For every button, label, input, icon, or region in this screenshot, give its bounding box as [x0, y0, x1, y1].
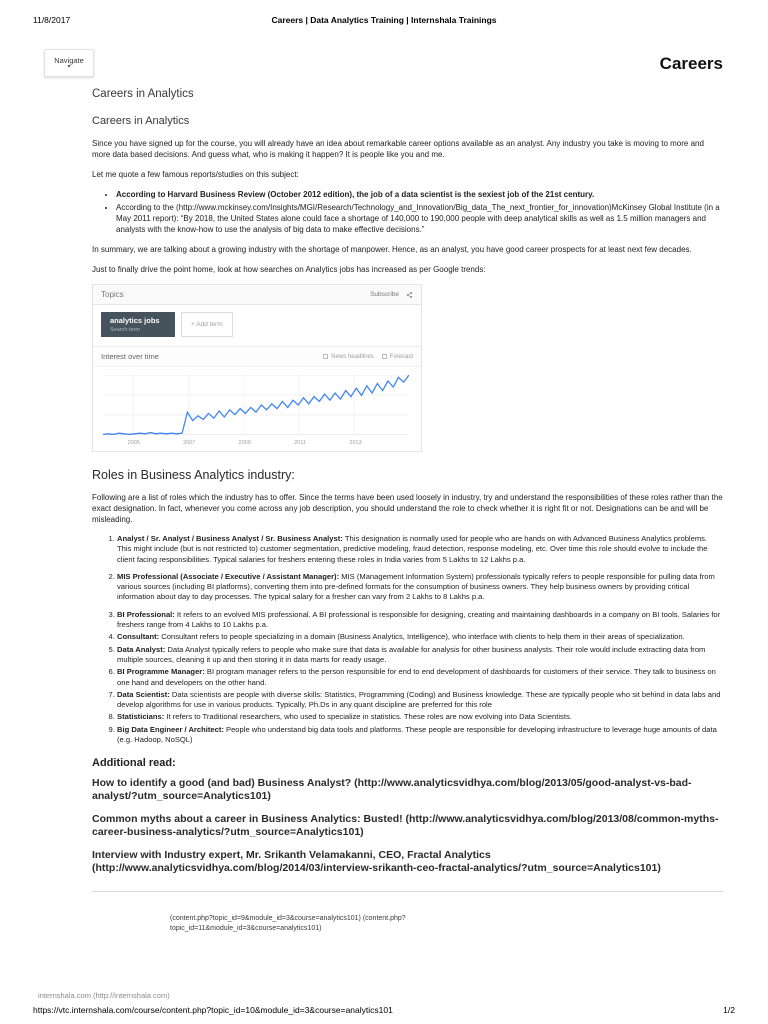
- heading-careers-in-analytics: Careers in Analytics: [92, 88, 194, 100]
- article-link[interactable]: Interview with Industry expert, Mr. Srikanth Velamakanni, CEO, Fractal Analytics (http://www.analyticsvidhya.com/blog/2014/03/interview-srikanth-ceo-fractal-analytics/?utm_source=Analytics101): [92, 849, 661, 875]
- trends-term-card: [101, 312, 175, 337]
- report-item: • According to Harvard Business Review (October 2012 edition), the job of a data scientist is the sexiest job of the 21st century.: [116, 189, 723, 200]
- trends-add-term-button: [181, 312, 233, 337]
- heading-roles: Roles in Business Analytics industry:: [92, 468, 295, 482]
- role-item: 5. Data Analyst: Data Analyst typically refers to people who make sure that data is available for analysis for other business analysts. Their role would include extracting data from multiple sources, cleaning it up and then storing it in data marts for ready usage.: [117, 645, 723, 666]
- trends-header-actions: [370, 291, 413, 299]
- news-headlines-checkbox: [323, 354, 373, 360]
- intro-paragraph: Since you have signed up for the course, you will already have an idea about remarkable career options available as an analyst. Any industry you take is moving to more and more data based decisions. And guess what, who is making it happen? It is people like you and me.: [92, 139, 704, 159]
- interest-over-time-bar: [93, 347, 421, 367]
- role-item: 2. MIS Professional (Associate / Executive / Assistant Manager): MIS (Management Information System) professionals typically refers to people responsible for pulling data from various sources (including BI platforms), converting them into pre-defined formats for the consumption of business owners. They help business owners by providing critical information about day to day processes. The typical salary for a fresher can vary from 2 Lakhs to 8 Lakhs p.a.: [117, 572, 723, 603]
- chevron-down-icon: ▾: [67, 64, 71, 70]
- trends-line-chart: [103, 375, 409, 435]
- trends-header-bar: [93, 285, 421, 305]
- role-item: 8. Statisticians: It refers to Traditional researchers, who used to specialize in statistics. These roles are now evolving into Data Scientists.: [117, 712, 723, 722]
- article-link[interactable]: Common myths about a career in Business Analytics: Busted! (http://www.analyticsvidhya.com/blog/2013/08/common-myths-career-business-analytics/?utm_source=Analytics101): [92, 813, 719, 839]
- role-item: 9. Big Data Engineer / Architect: People who understand big data tools and platforms. These people are responsible for developing infrastructure to leverage huge amounts of data (e.g. Hadoop, NoSQL): [117, 725, 723, 746]
- print-title: Careers | Data Analytics Training | Internshala Trainings: [271, 15, 497, 25]
- trends-topics-label: Topics: [101, 290, 124, 299]
- x-tick-label: 2005: [127, 440, 140, 446]
- report-item: • According to the (http://www.mckinsey.com/Insights/MGI/Research/Technology_and_Innovation/Big_data_The_next_frontier_for_innovation)McKinsey Global Institute (in a May 2011 report): “By 2018, the United States alone could face a shortage of 140,000 to 190,000 people with deep analytical skills as well as 1.5 million managers and analysts with the know-how to use the analysis of big data to make effective decisions.”: [116, 202, 723, 235]
- x-tick-label: 2007: [183, 440, 196, 446]
- x-tick-label: 2011: [294, 440, 307, 446]
- internshala-link[interactable]: internshala.com (http://internshala.com): [38, 991, 170, 1000]
- news-headlines-label: News headlines: [331, 353, 374, 360]
- navigate-label: Navigate: [54, 56, 84, 65]
- roles-list: [92, 534, 723, 745]
- trends-terms-row: [93, 305, 421, 347]
- role-item: 7. Data Scientist: Data scientists are people with diverse skills: Statistics, Programming (Coding) and Business knowledge. These are typically people who sit behind in data labs and develop algorithms for use in various products. Typically, Ph.Ds in any quant discipline are preferred for this role: [117, 690, 723, 711]
- x-tick-label: 2013: [349, 440, 362, 446]
- quote-lead-paragraph: Let me quote a few famous reports/studies on this subject:: [92, 170, 299, 179]
- page-title: Careers: [659, 54, 723, 73]
- add-term-label: + Add term: [191, 321, 223, 328]
- trends-term-subtitle: Search term: [110, 327, 140, 333]
- print-footer-url: https://vtc.internshala.com/course/content.php?topic_id=10&module_id=3&course=analytics101: [33, 1005, 393, 1015]
- trends-x-labels: [103, 440, 411, 448]
- navigate-button[interactable]: [44, 49, 94, 77]
- role-item: 1. Analyst / Sr. Analyst / Business Analyst / Sr. Business Analyst: This designation is normally used for people who are hands on with Advanced Business Analytics problems. This might include (but is not restricted to) customer segmentation, predictive modeling, fraud detection, response modeling, etc. Over time this role should evolve to include the client facing responsibilities. Typical salaries for freshers entering these roles in India varies from 5 Lakhs to 12 Lakhs p.a.: [117, 534, 723, 565]
- x-tick-label: 2009: [238, 440, 251, 446]
- forecast-label: Forecast: [389, 353, 413, 360]
- reports-list: [92, 189, 723, 235]
- google-trends-screenshot: [92, 284, 422, 452]
- document-content: [92, 88, 723, 933]
- trends-term: analytics jobs: [110, 316, 160, 325]
- forecast-checkbox: [382, 354, 413, 360]
- trends-chart-controls: [323, 354, 413, 360]
- heading-additional-read: Additional read:: [92, 757, 176, 770]
- trends-subscribe-label: Subscribe: [370, 291, 399, 298]
- divider: [92, 891, 723, 892]
- checkbox-icon: [382, 354, 387, 359]
- role-item: 4. Consultant: Consultant refers to people specializing in a domain (Business Analytics, Intelligence), who interface with clients to help them in their areas of specialization.: [117, 632, 723, 642]
- article-link[interactable]: How to identify a good (and bad) Business Analyst? (http://www.analyticsvidhya.com/blog/2013/05/good-analyst-vs-bad-analyst/?utm_source=Analytics101): [92, 777, 692, 803]
- summary-paragraph: In summary, we are talking about a growing industry with the shortage of manpower. Hence, as an analyst, you have good career prospects for at least next few decades.: [92, 245, 692, 254]
- checkbox-icon: [323, 354, 328, 359]
- share-icon: [406, 291, 413, 299]
- additional-read-links: [92, 777, 723, 875]
- pager-links[interactable]: (content.php?topic_id=9&module_id=3&course=analytics101) (content.php?topic_id=11&module_id=3&course=analytics101): [170, 915, 406, 932]
- print-footer-page: 1/2: [723, 1005, 735, 1015]
- trend-line: [103, 375, 409, 434]
- trends-chart-area: [93, 367, 421, 451]
- print-date: 11/8/2017: [33, 15, 71, 25]
- roles-intro-paragraph: Following are a list of roles which the industry has to offer. Since the terms have been used loosely in industry, try and understand the responsibilities of these roles rather than the exact designation. In fact, whenever you come across any job description, you should understand the role to check whether it is right fit or not. Designations can be and will be misleading.: [92, 493, 723, 524]
- role-item: 6. BI Programme Manager: BI program manager refers to the person responsible for end to end development of dashboards for customers of their service. They talk to business on one hand and developers on the other hand.: [117, 667, 723, 688]
- interest-over-time-label: Interest over time: [101, 352, 159, 361]
- trends-lead-paragraph: Just to finally drive the point home, look at how searches on Analytics jobs has increased as per Google trends:: [92, 265, 486, 274]
- subheading-careers-in-analytics: Careers in Analytics: [92, 115, 190, 127]
- role-item: 3. BI Professional: It refers to an evolved MIS professional. A BI professional is responsible for designing, creating and maintaining dashboards in a company on BI tools. Salaries for freshers range from 4 Lakhs to 10 Lakhs p.a.: [117, 610, 723, 631]
